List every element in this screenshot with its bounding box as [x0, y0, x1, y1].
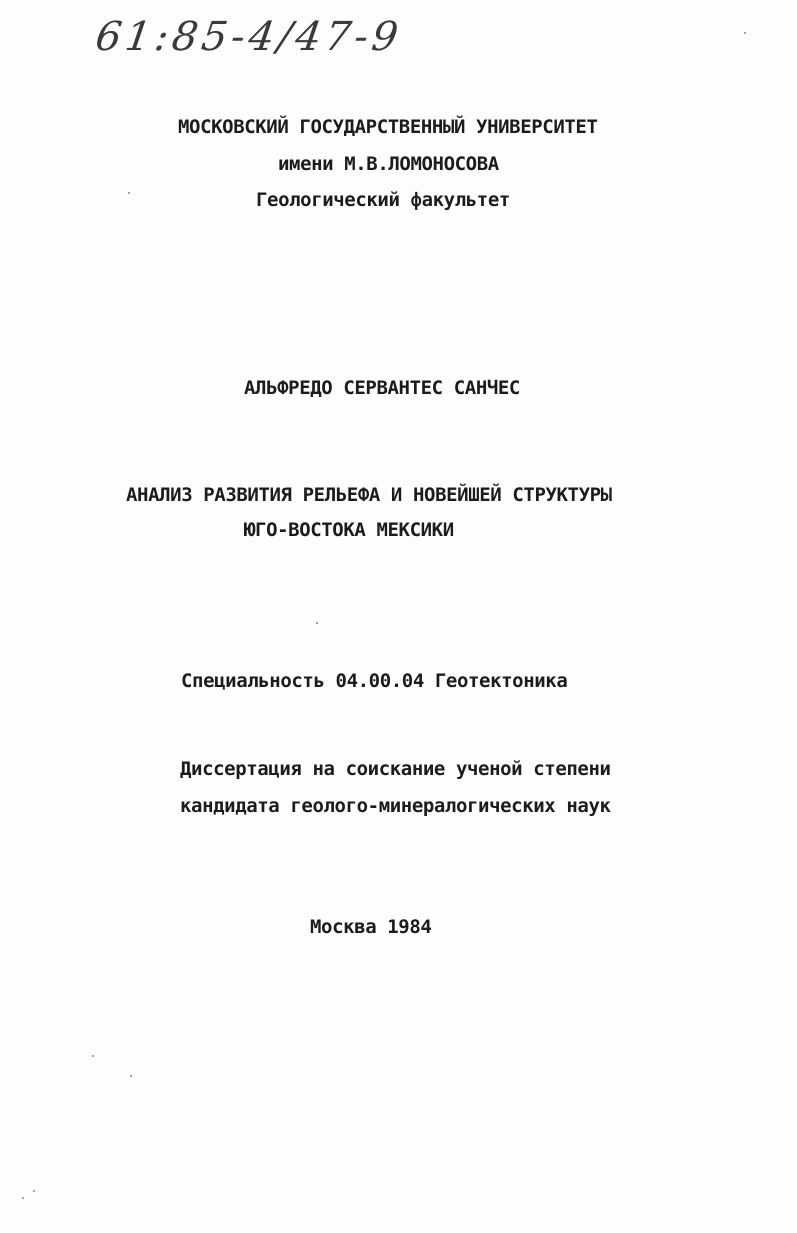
faculty-name: Геологический факультет: [256, 189, 510, 211]
paper-speck: [744, 32, 746, 34]
paper-speck: [33, 1190, 35, 1192]
paper-speck: [130, 1075, 132, 1077]
author-name: АЛЬФРЕДО СЕРВАНТЕС САНЧЕС: [244, 377, 520, 399]
dissertation-line1: Диссертация на соискание ученой степени: [180, 758, 611, 780]
paper-speck: [316, 622, 318, 624]
place-and-year: Москва 1984: [310, 916, 432, 938]
thesis-title-line2: ЮГО-ВОСТОКА МЕКСИКИ: [244, 519, 454, 541]
thesis-title-line1: АНАЛИЗ РАЗВИТИЯ РЕЛЬЕФА И НОВЕЙШЕЙ СТРУКТУРЫ: [126, 484, 612, 506]
paper-speck: [92, 1055, 94, 1057]
university-dedication: имени М.В.ЛОМОНОСОВА: [278, 153, 499, 175]
specialty: Специальность 04.00.04 Геотектоника: [181, 670, 568, 692]
archive-mark: 61:85-4/47-9: [92, 14, 405, 60]
university-name: МОСКОВСКИЙ ГОСУДАРСТВЕННЫЙ УНИВЕРСИТЕТ: [178, 116, 598, 138]
paper-speck: [22, 1197, 24, 1199]
paper-speck: [128, 192, 130, 194]
dissertation-line2: кандидата геолого-минералогических наук: [180, 795, 611, 817]
